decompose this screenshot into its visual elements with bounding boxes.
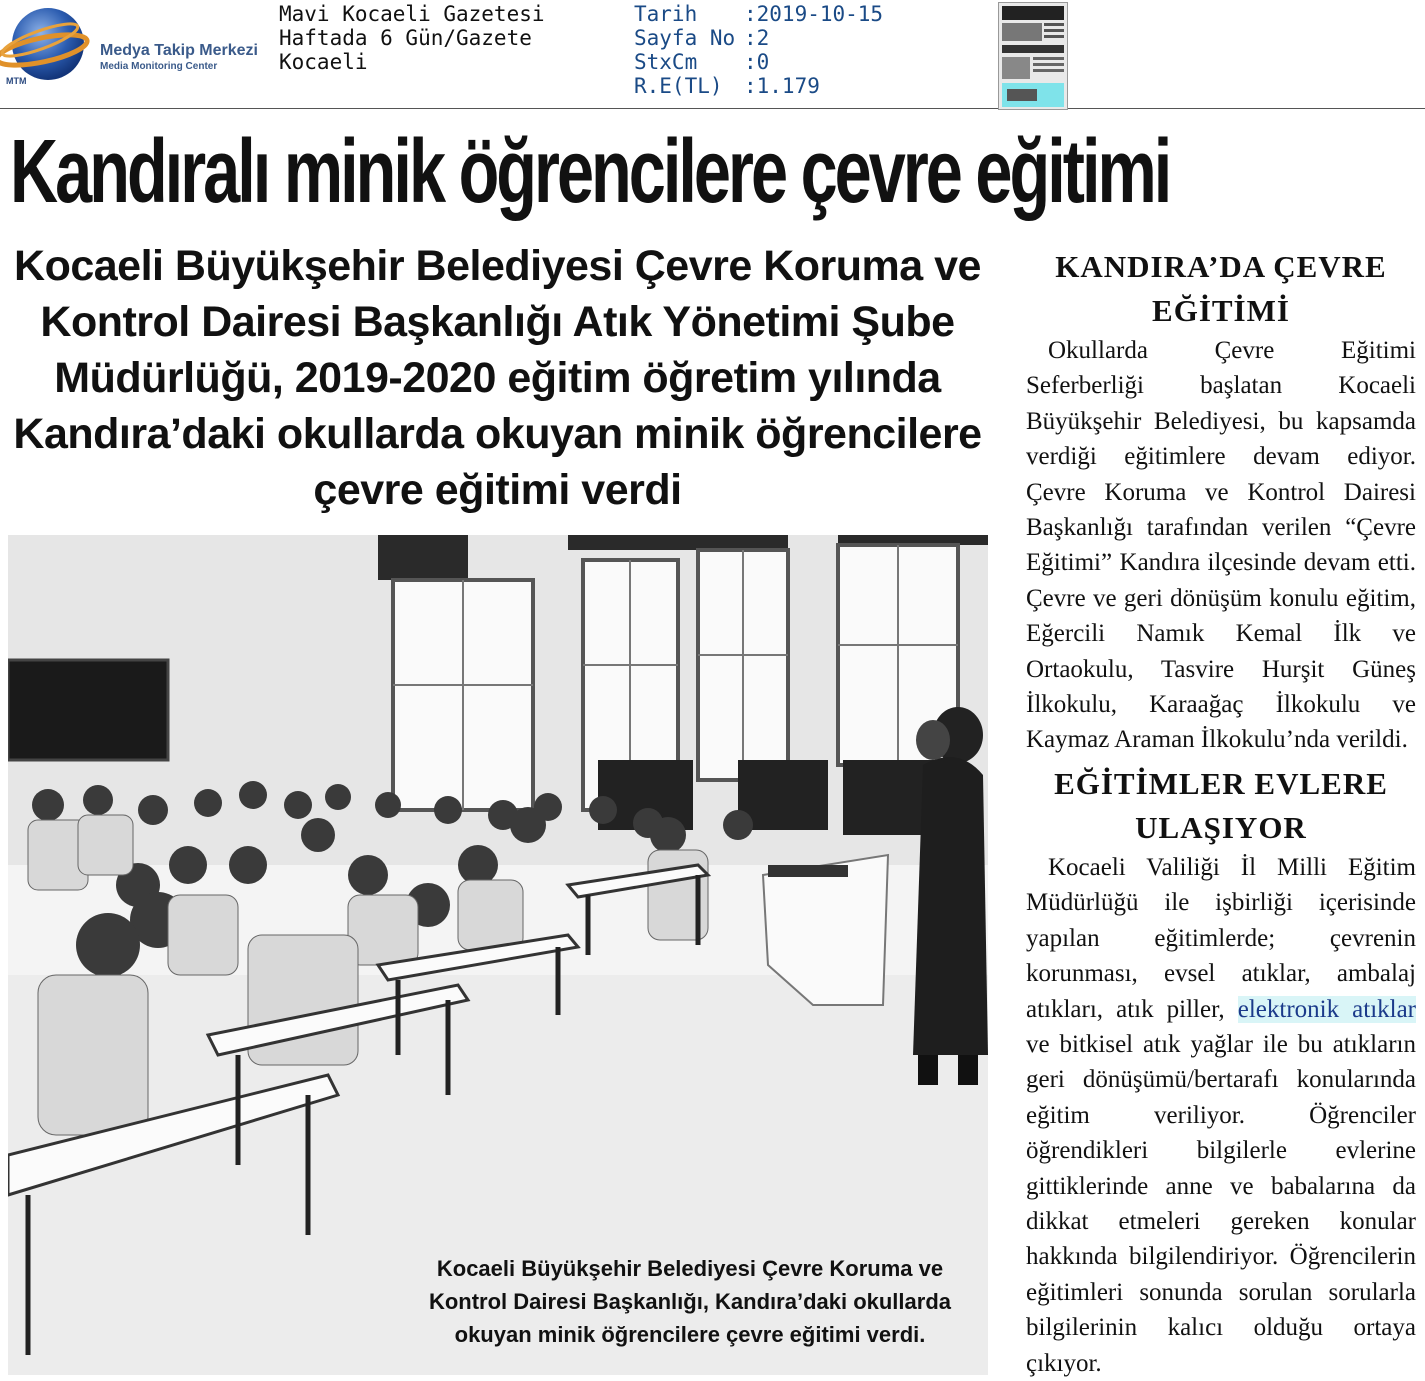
- meta-row-date: Tarih :2019-10-15: [634, 2, 884, 26]
- section-body-kandira: Okullarda Çevre Eğitimi Seferberliği başlatan Kocaeli Büyükşehir Belediyesi, bu kapsamda verdiği eğitimlere devam ediyor. Çevre Koruma ve Kontrol Dairesi Başkanlığı tarafından verilen “Çevre Eğitimi” Kandıra ilçesinde devam etti. Çevre ve geri dönüşüm konulu eğitim, Eğercili Namık Kemal İlk ve Ortaokulu, Tasvire Hurşit Güneş İlkokulu, Karaağaç İlkokulu ve Kaymaz Araman İlkokulu’nda verildi.: [1026, 337, 1416, 754]
- logo-name: Medya Takip Merkezi: [100, 42, 258, 59]
- clipping-meta: [634, 2, 883, 98]
- page-thumbnail-image: [999, 3, 1067, 109]
- article-body-column: [1026, 245, 1416, 1381]
- section-title-egitimler: EĞİTİMLER EVLERE ULAŞIYOR: [1054, 765, 1388, 845]
- section-title-kandira: KANDIRA’DA ÇEVRE EĞİTİMİ: [1055, 249, 1387, 328]
- clipping-header: [0, 0, 1425, 109]
- globe-logo-icon: [0, 4, 100, 100]
- article-subheadline: Kocaeli Büyükşehir Belediyesi Çevre Koruma ve Kontrol Dairesi Başkanlığı Atık Yönetimi Şube Müdürlüğü, 2019-2020 eğitim öğretim yılında Kandıra’daki okullarda okuyan minik öğrencilere çevre eğitimi verdi: [13, 242, 982, 514]
- page-thumbnail[interactable]: [998, 2, 1068, 110]
- publication-name: Mavi Kocaeli Gazetesi: [279, 2, 545, 26]
- highlighted-keyword: elektronik atıklar: [1237, 995, 1417, 1023]
- publication-info: [279, 2, 545, 74]
- classroom-photo: [8, 535, 988, 1375]
- meta-row-page: Sayfa No :2: [634, 26, 770, 50]
- classroom-photo-image: [8, 535, 988, 1375]
- photo-caption: Kocaeli Büyükşehir Belediyesi Çevre Koruma ve Kontrol Dairesi Başkanlığı, Kandıra’daki okullarda okuyan minik öğrencilere çevre eğitimi verdi.: [428, 1256, 952, 1347]
- section-body-egitimler: Kocaeli Valiliği İl Milli Eğitim Müdürlüğü ile işbirliği içerisinde yapılan eğitimlerde; çevrenin korunması, evsel atıklar, ambalaj atıkları, atık piller, elektronik atıklar ve bitkisel atık yağlar ile bu atıkların geri dönüşümü/bertarafı konularında eğitim veriliyor. Öğrenciler öğrendikleri bilgilerle evlerine gittiklerinde anne ve babalarına da dikkat etmeleri gereken konular hakkında bilgilendiriyor. Öğrencilerin eğitimleri sonunda sorulan sorularla bilgilerinin kalıcı olduğu ortaya çıkıyor.: [1026, 853, 1417, 1377]
- mtm-logo: [0, 4, 275, 104]
- meta-row-ad-value: R.E(TL) :1.179: [634, 74, 820, 98]
- publication-region: Kocaeli: [279, 50, 368, 74]
- svg-text:MTM: MTM: [6, 76, 27, 86]
- meta-row-stxcm: StxCm :0: [634, 50, 770, 74]
- article-headline: Kandıralı minik öğrencilere çevre eğitimi: [10, 122, 1170, 222]
- logo-subtitle: Media Monitoring Center: [100, 61, 218, 72]
- publication-frequency: Haftada 6 Gün/Gazete: [279, 26, 532, 50]
